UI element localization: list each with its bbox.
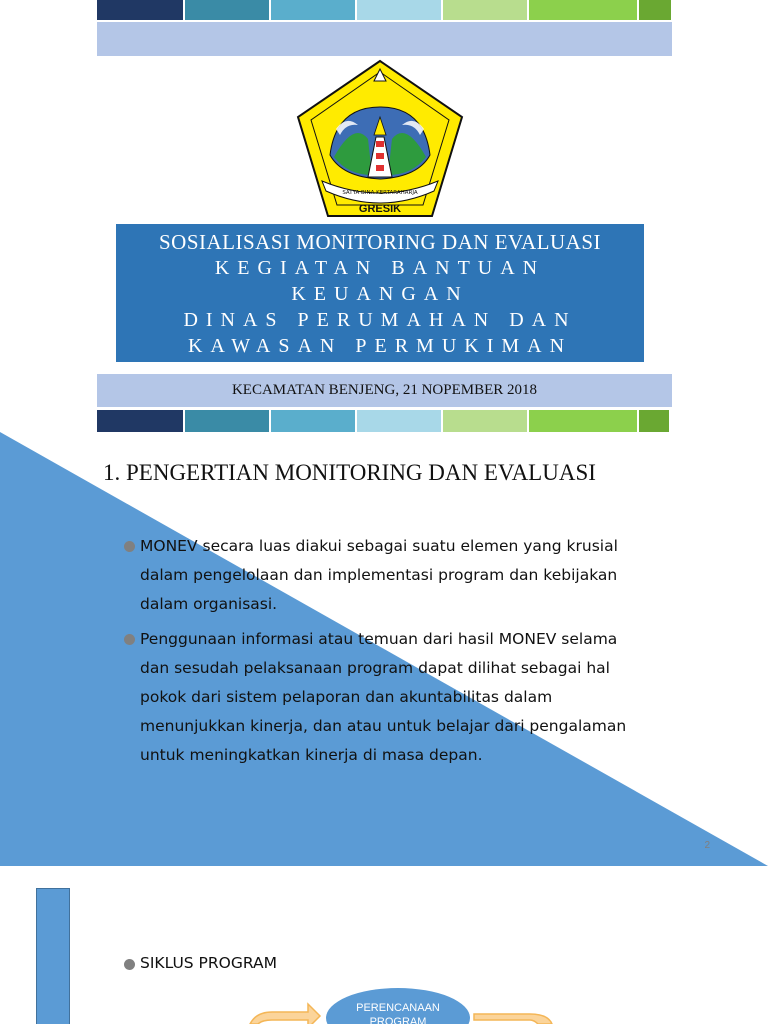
- stripe-segment: [639, 0, 671, 20]
- bullet-line: dalam pengelolaan dan implementasi program dan kebijakan: [140, 566, 618, 584]
- emblem-banner-text: SATYA BINA KERTARAHARJA: [342, 190, 418, 196]
- header-band: [97, 22, 672, 56]
- node-label: PROGRAM: [369, 1016, 427, 1024]
- bullet-line: untuk meningkatkan kinerja di masa depan.: [140, 746, 483, 764]
- slide-heading: 1. PENGERTIAN MONITORING DAN EVALUASI: [103, 460, 596, 485]
- stripe-segment: [639, 410, 669, 432]
- bullet-line: MONEV secara luas diakui sebagai suatu elemen yang krusial: [140, 537, 618, 555]
- slide-pengertian: [0, 432, 768, 866]
- title-box: [116, 224, 644, 362]
- node-label: PERENCANAAN: [356, 1002, 440, 1014]
- bullet-item: [122, 532, 632, 619]
- title-line-2: KEGIATAN BANTUAN: [214, 257, 546, 279]
- slide-siklus: [0, 866, 768, 1024]
- bullet-dot-icon: [124, 634, 135, 645]
- stripe-segment: [97, 410, 183, 432]
- arrow-left-icon: [250, 1004, 320, 1024]
- subtitle-text: KECAMATAN BENJENG, 21 NOPEMBER 2018: [231, 382, 538, 398]
- color-stripe-top: [97, 0, 673, 20]
- stripe-segment: [443, 410, 527, 432]
- stripe-segment: [357, 410, 441, 432]
- arrow-right-icon: [474, 1014, 552, 1024]
- page-number: 2: [704, 840, 710, 851]
- stripe-segment: [271, 410, 355, 432]
- stripe-segment: [271, 0, 355, 20]
- title-line-4: DINAS PERUMAHAN DAN: [183, 309, 577, 331]
- subtitle-band: [97, 374, 672, 407]
- title-line-3: KEUANGAN: [291, 283, 469, 305]
- stripe-segment: [185, 410, 269, 432]
- bullet-line: pokok dari sistem pelaporan dan akuntabilitas dalam: [140, 688, 553, 706]
- emblem-label: GRESIK: [358, 203, 402, 215]
- stripe-segment: [357, 0, 441, 20]
- bullet-item: [122, 625, 632, 770]
- stripe-segment: [529, 0, 637, 20]
- title-line-5: KAWASAN PERMUKIMAN: [187, 335, 573, 357]
- gresik-emblem-logo: [296, 59, 464, 219]
- bullet-line: dan sesudah pelaksanaan program dapat dilihat sebagai hal: [140, 659, 610, 677]
- stripe-segment: [443, 0, 527, 20]
- bullet-line: dalam organisasi.: [140, 595, 278, 613]
- color-stripe-bottom: [97, 410, 673, 432]
- bullet-list: [122, 532, 632, 776]
- slide-title: [0, 0, 768, 440]
- stripe-segment: [97, 0, 183, 20]
- stripe-segment: [529, 410, 637, 432]
- stripe-segment: [185, 0, 269, 20]
- title-line-1: SOSIALISASI MONITORING DAN EVALUASI: [159, 230, 601, 254]
- bullet-dot-icon: [124, 541, 135, 552]
- bullet-line: menunjukkan kinerja, dan atau untuk belajar dari pengalaman: [140, 717, 627, 735]
- bullet-line: Penggunaan informasi atau temuan dari hasil MONEV selama: [140, 630, 618, 648]
- bullet-text: SIKLUS PROGRAM: [140, 954, 277, 972]
